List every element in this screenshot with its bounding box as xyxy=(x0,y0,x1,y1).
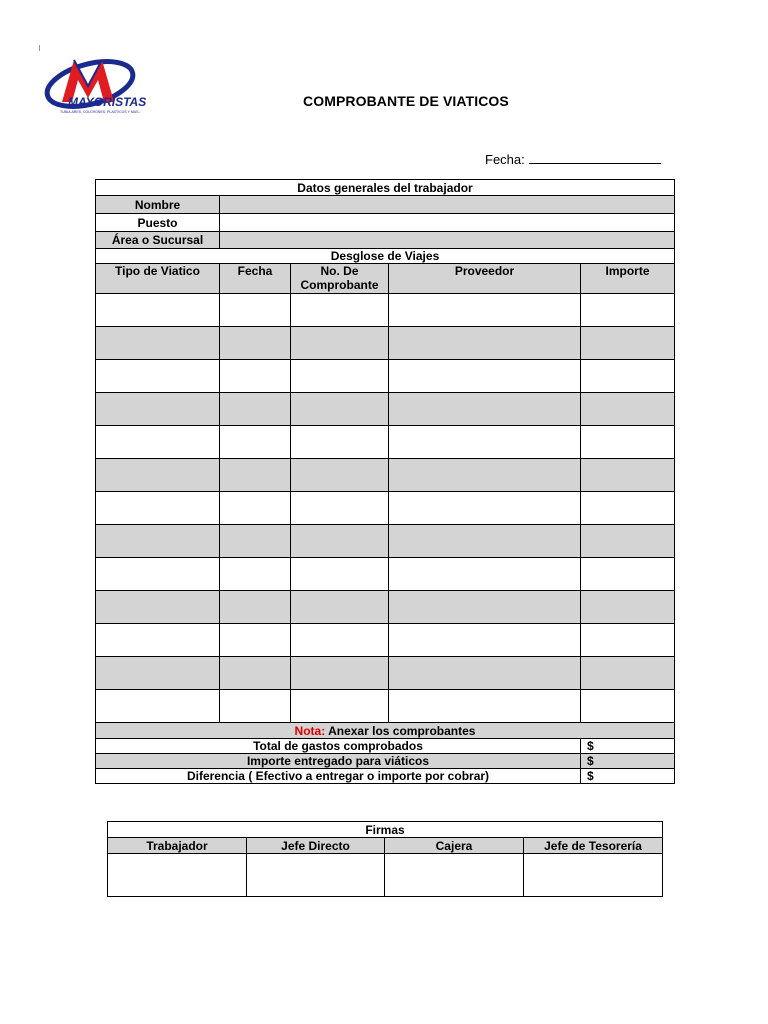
trip-cell-fecha[interactable] xyxy=(220,525,291,558)
trip-row xyxy=(96,294,675,327)
trip-row xyxy=(96,327,675,360)
trip-cell-comprobante[interactable] xyxy=(291,558,389,591)
field-value-puesto[interactable] xyxy=(220,214,675,232)
importe-entregado-label: Importe entregado para viáticos xyxy=(96,754,581,769)
firma-box-cajera[interactable] xyxy=(385,854,524,897)
trip-row xyxy=(96,690,675,723)
trip-cell-proveedor[interactable] xyxy=(389,657,581,690)
trip-cell-fecha[interactable] xyxy=(220,426,291,459)
trip-cell-proveedor[interactable] xyxy=(389,327,581,360)
field-label-puesto: Puesto xyxy=(96,214,220,232)
trip-cell-tipo[interactable] xyxy=(96,426,220,459)
firma-header-cajera: Cajera xyxy=(385,838,524,854)
diferencia-value[interactable] xyxy=(581,769,675,784)
trip-cell-proveedor[interactable] xyxy=(389,624,581,657)
trip-cell-proveedor[interactable] xyxy=(389,690,581,723)
currency-sign: $ xyxy=(587,739,594,753)
trip-cell-tipo[interactable] xyxy=(96,360,220,393)
trip-cell-fecha[interactable] xyxy=(220,624,291,657)
nota-text: Anexar los comprobantes xyxy=(325,723,476,738)
trip-cell-importe[interactable] xyxy=(581,426,675,459)
trip-cell-comprobante[interactable] xyxy=(291,657,389,690)
trip-cell-tipo[interactable] xyxy=(96,492,220,525)
trip-cell-importe[interactable] xyxy=(581,525,675,558)
trip-cell-fecha[interactable] xyxy=(220,492,291,525)
field-label-area: Área o Sucursal xyxy=(96,232,220,249)
trip-cell-importe[interactable] xyxy=(581,360,675,393)
trip-cell-proveedor[interactable] xyxy=(389,558,581,591)
trip-row xyxy=(96,360,675,393)
trip-cell-comprobante[interactable] xyxy=(291,459,389,492)
field-value-area[interactable] xyxy=(220,232,675,249)
viaticos-table xyxy=(95,179,675,784)
trip-cell-tipo[interactable] xyxy=(96,558,220,591)
trip-cell-importe[interactable] xyxy=(581,591,675,624)
trip-cell-tipo[interactable] xyxy=(96,393,220,426)
currency-sign: $ xyxy=(587,754,594,768)
nota-label: Nota: xyxy=(294,723,326,738)
importe-entregado-value[interactable] xyxy=(581,754,675,769)
trip-cell-tipo[interactable] xyxy=(96,690,220,723)
trip-cell-fecha[interactable] xyxy=(220,591,291,624)
trip-cell-fecha[interactable] xyxy=(220,657,291,690)
trip-row xyxy=(96,558,675,591)
trip-cell-importe[interactable] xyxy=(581,393,675,426)
trip-row xyxy=(96,624,675,657)
trip-cell-fecha[interactable] xyxy=(220,393,291,426)
trip-cell-tipo[interactable] xyxy=(96,294,220,327)
trip-cell-tipo[interactable] xyxy=(96,591,220,624)
col-header-proveedor: Proveedor xyxy=(389,264,581,294)
fecha-field[interactable] xyxy=(485,151,661,167)
trip-cell-comprobante[interactable] xyxy=(291,327,389,360)
trip-row xyxy=(96,459,675,492)
trip-cell-tipo[interactable] xyxy=(96,459,220,492)
col-header-importe: Importe xyxy=(581,264,675,294)
trip-cell-fecha[interactable] xyxy=(220,360,291,393)
firma-box-jefe-tesoreria[interactable] xyxy=(524,854,663,897)
trip-cell-tipo[interactable] xyxy=(96,327,220,360)
trip-row xyxy=(96,393,675,426)
svg-text:TUBULARES, COLCHONES, PLASTICO: TUBULARES, COLCHONES, PLASTICOS Y MAS... xyxy=(60,110,142,114)
currency-sign: $ xyxy=(587,769,594,783)
trip-cell-fecha[interactable] xyxy=(220,327,291,360)
trips-heading: Desglose de Viajes xyxy=(96,249,675,264)
firma-box-trabajador[interactable] xyxy=(108,854,247,897)
svg-text:MAYORISTAS: MAYORISTAS xyxy=(68,95,147,109)
trip-row xyxy=(96,426,675,459)
trip-cell-proveedor[interactable] xyxy=(389,426,581,459)
trip-cell-importe[interactable] xyxy=(581,690,675,723)
nota-row xyxy=(96,723,675,739)
trip-cell-tipo[interactable] xyxy=(96,525,220,558)
trip-cell-comprobante[interactable] xyxy=(291,426,389,459)
trips-header-row xyxy=(96,264,675,294)
trip-cell-comprobante[interactable] xyxy=(291,525,389,558)
firmas-table xyxy=(107,821,663,897)
trip-cell-importe[interactable] xyxy=(581,294,675,327)
trip-cell-proveedor[interactable] xyxy=(389,525,581,558)
trip-cell-fecha[interactable] xyxy=(220,558,291,591)
mayoristas-logo xyxy=(40,42,152,118)
trip-cell-comprobante[interactable] xyxy=(291,690,389,723)
col-header-comprobante: No. De Comprobante xyxy=(291,264,389,294)
trip-cell-importe[interactable] xyxy=(581,558,675,591)
trip-row xyxy=(96,525,675,558)
trip-cell-comprobante[interactable] xyxy=(291,624,389,657)
trip-cell-tipo[interactable] xyxy=(96,624,220,657)
firma-header-trabajador: Trabajador xyxy=(108,838,247,854)
field-value-nombre[interactable] xyxy=(220,196,675,214)
trip-cell-importe[interactable] xyxy=(581,327,675,360)
firma-header-jefe-directo: Jefe Directo xyxy=(247,838,385,854)
document-title: COMPROBANTE DE VIATICOS xyxy=(303,93,509,109)
trip-cell-proveedor[interactable] xyxy=(389,459,581,492)
diferencia-label: Diferencia ( Efectivo a entregar o importe por cobrar) xyxy=(96,769,581,784)
trip-cell-proveedor[interactable] xyxy=(389,360,581,393)
total-label: Total de gastos comprobados xyxy=(96,739,581,754)
trip-cell-proveedor[interactable] xyxy=(389,492,581,525)
firmas-heading: Firmas xyxy=(108,822,663,838)
trip-cell-comprobante[interactable] xyxy=(291,591,389,624)
trip-cell-importe[interactable] xyxy=(581,624,675,657)
fecha-label: Fecha: xyxy=(485,152,525,167)
trip-row xyxy=(96,657,675,690)
col-header-tipo: Tipo de Viatico xyxy=(96,264,220,294)
trip-cell-proveedor[interactable] xyxy=(389,591,581,624)
trip-cell-proveedor[interactable] xyxy=(389,294,581,327)
field-label-nombre: Nombre xyxy=(96,196,220,214)
trip-cell-importe[interactable] xyxy=(581,459,675,492)
trip-cell-fecha[interactable] xyxy=(220,459,291,492)
firma-header-jefe-tesoreria: Jefe de Tesorería xyxy=(524,838,663,854)
trip-cell-comprobante[interactable] xyxy=(291,294,389,327)
fecha-blank-line[interactable] xyxy=(529,151,661,164)
trip-cell-comprobante[interactable] xyxy=(291,393,389,426)
trip-cell-importe[interactable] xyxy=(581,492,675,525)
trip-cell-comprobante[interactable] xyxy=(291,360,389,393)
general-heading: Datos generales del trabajador xyxy=(96,180,675,196)
trip-row xyxy=(96,492,675,525)
trip-row xyxy=(96,591,675,624)
trip-cell-importe[interactable] xyxy=(581,657,675,690)
trip-cell-comprobante[interactable] xyxy=(291,492,389,525)
col-header-fecha: Fecha xyxy=(220,264,291,294)
trip-cell-fecha[interactable] xyxy=(220,294,291,327)
total-value[interactable] xyxy=(581,739,675,754)
trip-cell-tipo[interactable] xyxy=(96,657,220,690)
trip-cell-fecha[interactable] xyxy=(220,690,291,723)
trip-cell-proveedor[interactable] xyxy=(389,393,581,426)
firma-box-jefe-directo[interactable] xyxy=(247,854,385,897)
